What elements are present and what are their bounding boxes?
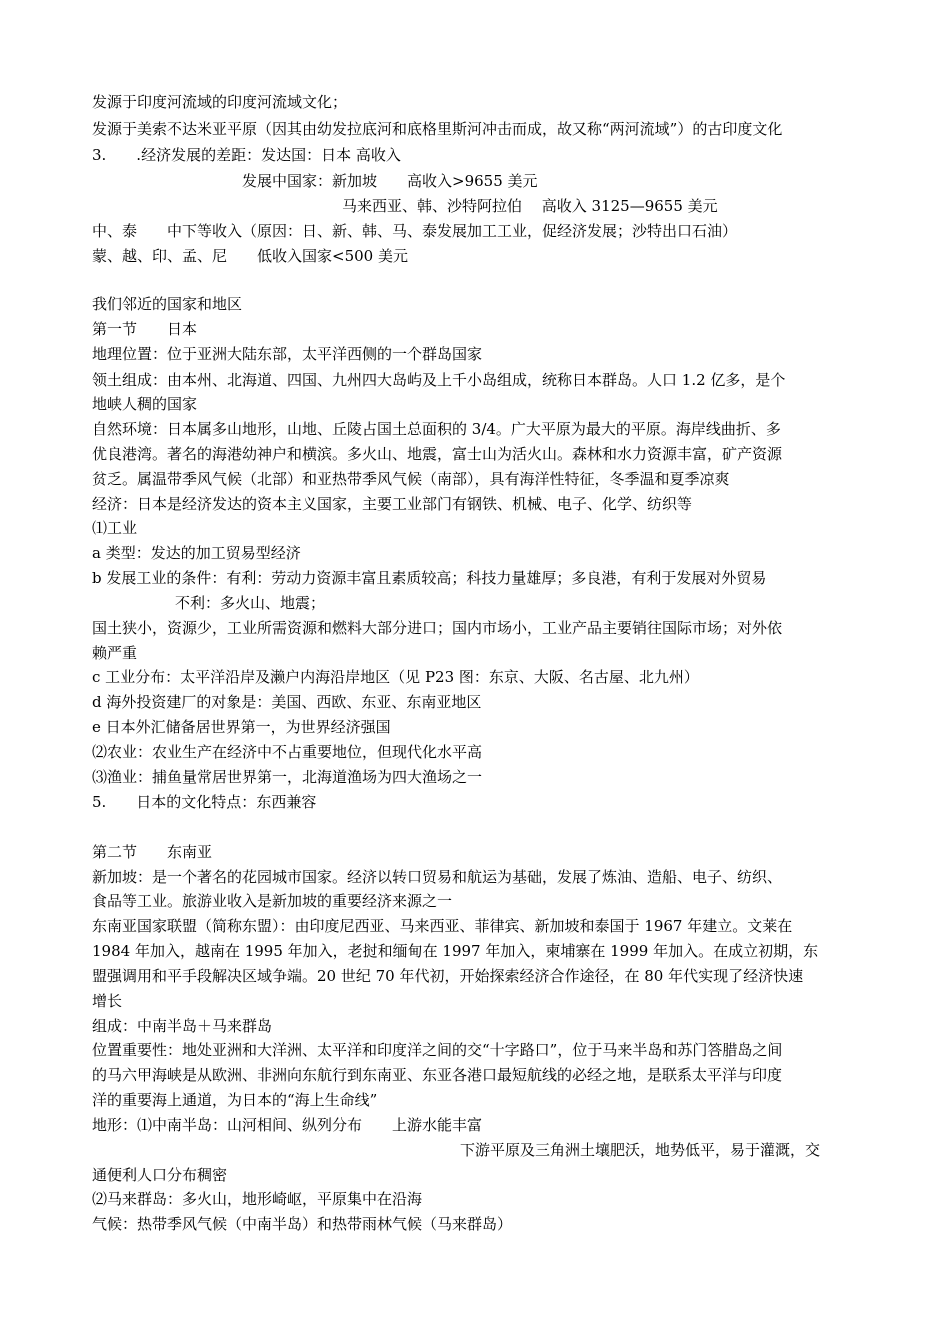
text-line: 经济：日本是经济发达的资本主义国家，主要工业部门有钢铁、机械、电子、化学、纺织等 (92, 495, 693, 513)
text-line: 下游平原及三角洲土壤肥沃，地势低平，易于灌溉，交 (460, 1141, 821, 1159)
text-line: 盟强调用和平手段解决区域争端。20 世纪 70 年代初，开始探索经济合作途径，在 80 年代实现了经济快速 (92, 967, 804, 985)
section-heading: 我们邻近的国家和地区 (92, 295, 243, 313)
text-line: d 海外投资建厂的对象是：美国、西欧、东亚、东南亚地区 (92, 693, 482, 711)
text-line: ⑴工业 (92, 519, 138, 537)
text-line: a 类型：发达的加工贸易型经济 (92, 544, 301, 562)
text-line: 1984 年加入，越南在 1995 年加入，老挝和缅甸在 1997 年加入，柬埔寨在 1999 年加入。在成立初期，东 (92, 942, 819, 960)
text-line: 发源于印度河流域的印度河流域文化； (92, 93, 348, 111)
text-line: 国土狭小，资源少，工业所需资源和燃料大部分进口；国内市场小，工业产品主要销往国际市场；对外依 (92, 619, 783, 637)
text-line: 优良港湾。著名的海港幼神户和横滨。多火山、地震，富士山为活火山。森林和水力资源丰富，矿产资源 (92, 445, 783, 463)
text-line: 地理位置：位于亚洲大陆东部，太平洋西侧的一个群岛国家 (92, 345, 483, 363)
text-line: 地形：⑴中南半岛：山河相间、纵列分布 上游水能丰富 (92, 1116, 483, 1134)
text-line: 通便利人口分布稠密 (92, 1166, 228, 1184)
text-line: 中、泰 中下等收入（原因：日、新、韩、马、泰发展加工工业，促经济发展；沙特出口石油） (92, 222, 738, 240)
text-line: c 工业分布：太平洋沿岸及濑户内海沿岸地区（见 P23 图：东京、大阪、名古屋、北九州） (92, 668, 699, 686)
text-line: 不利：多火山、地震； (175, 594, 326, 612)
text-line: 5. 日本的文化特点：东西兼容 (92, 793, 317, 811)
text-line: 气候：热带季风气候（中南半岛）和热带雨林气候（马来群岛） (92, 1215, 513, 1233)
text-line: ⑶渔业：捕鱼量常居世界第一，北海道渔场为四大渔场之一 (92, 768, 483, 786)
text-line: 组成：中南半岛＋马来群岛 (92, 1017, 273, 1035)
text-line: 洋的重要海上通道，为日本的“海上生命线” (92, 1091, 378, 1109)
text-line: 增长 (92, 992, 123, 1010)
text-line: 新加坡：是一个著名的花园城市国家。经济以转口贸易和航运为基础，发展了炼油、造船、电子、纺织、 (92, 868, 783, 886)
text-line: 自然环境：日本属多山地形，山地、丘陵占国土总面积的 3/4。广大平原为最大的平原。海岸线曲折、多 (92, 420, 781, 438)
text-line: 蒙、越、印、孟、尼 低收入国家<500 美元 (92, 247, 408, 265)
text-line: ⑵马来群岛：多火山，地形崎岖，平原集中在沿海 (92, 1190, 423, 1208)
text-line: 东南亚国家联盟（简称东盟）：由印度尼西亚、马来西亚、菲律宾、新加坡和泰国于 1967 年建立。文莱在 (92, 917, 793, 935)
section-heading: 第二节 东南亚 (92, 843, 213, 861)
text-line: ⑵农业：农业生产在经济中不占重要地位，但现代化水平高 (92, 743, 483, 761)
text-line: b 发展工业的条件：有利：劳动力资源丰富且素质较高；科技力量雄厚；多良港，有利于发展对外贸易 (92, 569, 767, 587)
text-line: 马来西亚、韩、沙特阿拉伯 高收入 3125—9655 美元 (342, 197, 718, 215)
text-line: 食品等工业。旅游业收入是新加坡的重要经济来源之一 (92, 892, 453, 910)
text-line: e 日本外汇储备居世界第一，为世界经济强国 (92, 718, 391, 736)
text-line: 地峡人稠的国家 (92, 395, 198, 413)
text-line: 的马六甲海峡是从欧洲、非洲向东航行到东南亚、东亚各港口最短航线的必经之地，是联系太平洋与印度 (92, 1066, 783, 1084)
text-line: 发源于美索不达米亚平原（因其由幼发拉底河和底格里斯河冲击而成，故又称“两河流域”）的古印度文化 (92, 120, 783, 138)
text-line: 发展中国家：新加坡 高收入>9655 美元 (242, 172, 538, 190)
text-line: 赖严重 (92, 644, 138, 662)
section-heading: 第一节 日本 (92, 320, 198, 338)
text-line: 贫乏。属温带季风气候（北部）和亚热带季风气候（南部），具有海洋性特征，冬季温和夏季凉爽 (92, 470, 730, 488)
text-line: 位置重要性：地处亚洲和大洋洲、太平洋和印度洋之间的交“十字路口”，位于马来半岛和苏门答腊岛之间 (92, 1041, 783, 1059)
text-line: 领土组成：由本州、北海道、四国、九州四大岛屿及上千小岛组成，统称日本群岛。人口 1.2 亿多，是个 (92, 371, 786, 389)
text-line: 3. .经济发展的差距：发达国：日本 高收入 (92, 146, 401, 164)
